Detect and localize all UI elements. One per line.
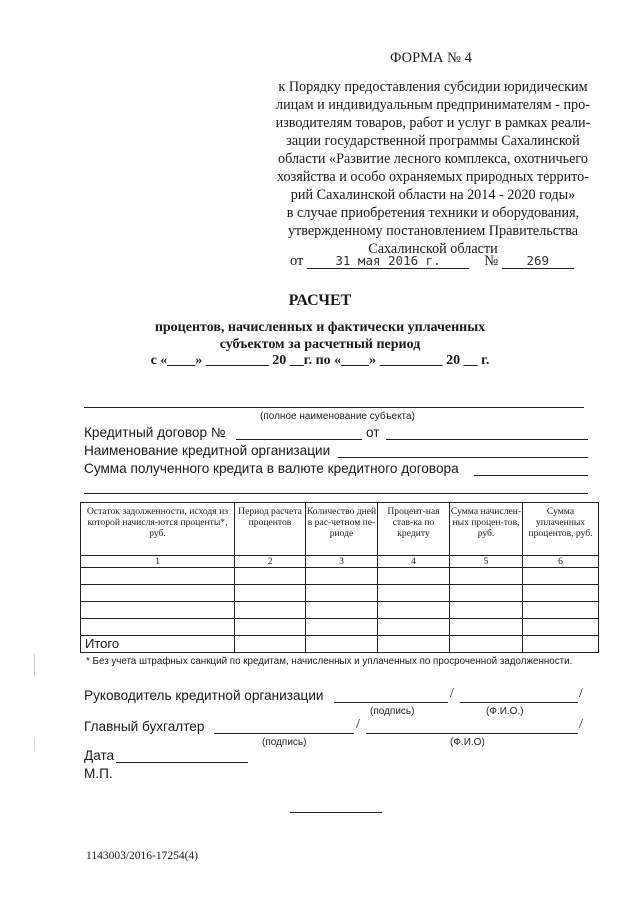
table-cell[interactable] <box>235 636 306 653</box>
table-cell[interactable] <box>306 636 378 653</box>
table-cell[interactable] <box>450 619 523 636</box>
document-id: 1143003/2016-17254(4) <box>86 850 199 862</box>
table-cell[interactable] <box>81 585 235 602</box>
credit-contract-label: Кредитный договор № <box>84 425 226 440</box>
credit-contract-number-field[interactable] <box>236 425 362 440</box>
preamble-line: к Порядку предоставления субсидии юридическим <box>278 79 588 95</box>
table-cell[interactable] <box>235 585 306 602</box>
credit-sum-continuation-line[interactable] <box>84 493 588 494</box>
accountant-signature-field[interactable] <box>214 733 354 734</box>
head-label: Руководитель кредитной организации <box>84 688 324 703</box>
preamble-line: изводителям товаров, работ и услуг в рамках реали- <box>275 115 591 131</box>
sign-caption: (подпись) <box>262 737 307 748</box>
separator-slash: / <box>356 717 360 732</box>
table-cell[interactable] <box>523 585 599 602</box>
table-row[interactable] <box>81 568 599 585</box>
total-label: Итого <box>81 636 235 653</box>
credit-org-field[interactable] <box>338 443 588 458</box>
table-cell[interactable] <box>306 568 378 585</box>
date-field[interactable] <box>116 762 248 763</box>
table-cell[interactable] <box>450 568 523 585</box>
scan-artifact <box>34 738 35 752</box>
resolution-number: 269 <box>502 253 574 269</box>
head-fio-field[interactable] <box>460 702 578 703</box>
interest-table <box>80 502 599 653</box>
preamble-line: области «Развитие лесного комплекса, охотничьего <box>278 151 588 167</box>
accountant-fio-field[interactable] <box>366 733 578 734</box>
date-prefix: от <box>290 253 304 269</box>
number-prefix: № <box>484 253 499 269</box>
separator-slash: / <box>450 686 454 701</box>
preamble-line: лицам и индивидуальным предпринимателям - про- <box>276 97 590 113</box>
preamble-line: хозяйства и особо охраняемых природных террито- <box>277 169 589 185</box>
table-cell[interactable] <box>378 636 450 653</box>
preamble-line: рий Сахалинской области на 2014 - 2020 годы» <box>290 187 576 203</box>
fio-caption: (Ф.И.О.) <box>486 706 524 717</box>
period-line: с «____» _________ 20 __г. по «____» _________ 20 __ г. <box>150 353 490 368</box>
table-column-numbers-row <box>81 556 599 568</box>
column-number: 1 <box>81 556 235 568</box>
document-subtitle <box>0 319 640 353</box>
table-cell[interactable] <box>306 585 378 602</box>
date-label: Дата <box>84 748 115 763</box>
footnote: * Без учета штрафных санкций по кредитам, начисленных и уплаченных по просроченной задолженности. <box>86 656 573 667</box>
fio-caption: (Ф.И.О) <box>450 737 485 748</box>
table-cell[interactable] <box>235 619 306 636</box>
header-period: Период расчета процентов <box>235 503 306 556</box>
header-accrued: Сумма начислен-ных процен-тов, руб. <box>450 503 523 556</box>
table-cell[interactable] <box>523 636 599 653</box>
table-row[interactable] <box>81 602 599 619</box>
table-cell[interactable] <box>450 602 523 619</box>
table-cell[interactable] <box>306 602 378 619</box>
header-paid: Сумма уплаченных процентов, руб. <box>523 503 599 556</box>
accountant-label: Главный бухгалтер <box>84 719 205 734</box>
header-rate: Процент-ная став-ка по кредиту <box>378 503 450 556</box>
scan-artifact <box>34 654 35 676</box>
head-signature-field[interactable] <box>334 702 448 703</box>
credit-org-label: Наименование кредитной организации <box>84 443 331 458</box>
credit-sum-field[interactable] <box>474 461 588 476</box>
subject-name-field[interactable] <box>84 407 584 408</box>
header-days: Количество дней в рас-четном пе-риоде <box>306 503 378 556</box>
table-row[interactable] <box>81 585 599 602</box>
credit-contract-date-label: от <box>366 425 380 440</box>
column-number: 3 <box>306 556 378 568</box>
column-number: 2 <box>235 556 306 568</box>
subtitle-line: процентов, начисленных и фактически уплаченных <box>154 320 486 335</box>
table-cell[interactable] <box>523 568 599 585</box>
preamble-line: утвержденному постановлением Правительства <box>287 223 579 239</box>
table-cell[interactable] <box>306 619 378 636</box>
credit-contract-date-field[interactable] <box>386 425 588 440</box>
resolution-date: 31 мая 2016 г. <box>307 253 469 269</box>
divider <box>290 812 382 813</box>
table-cell[interactable] <box>81 602 235 619</box>
table-total-row <box>81 636 599 653</box>
subtitle-line: субъектом за расчетный период <box>219 337 421 352</box>
table-cell[interactable] <box>81 568 235 585</box>
credit-sum-label: Сумма полученного кредита в валюте кредитного договора <box>84 461 459 476</box>
table-cell[interactable] <box>235 568 306 585</box>
table-row[interactable] <box>81 619 599 636</box>
document-title: РАСЧЕТ <box>288 292 352 309</box>
sign-caption: (подпись) <box>370 706 415 717</box>
table-header-row <box>81 503 599 556</box>
preamble-line: Сахалинской области <box>368 241 498 257</box>
column-number: 5 <box>450 556 523 568</box>
table-cell[interactable] <box>235 602 306 619</box>
table-cell[interactable] <box>81 619 235 636</box>
separator-slash: / <box>579 717 583 732</box>
table-cell[interactable] <box>523 619 599 636</box>
form-number: ФОРМА № 4 <box>390 50 472 66</box>
table-cell[interactable] <box>378 585 450 602</box>
column-number: 6 <box>523 556 599 568</box>
table-cell[interactable] <box>450 636 523 653</box>
table-cell[interactable] <box>378 619 450 636</box>
preamble-line: зации государственной программы Сахалинской <box>286 133 580 149</box>
preamble-line: в случае приобретения техники и оборудования, <box>286 205 580 221</box>
stamp-label: М.П. <box>84 766 113 781</box>
separator-slash: / <box>579 686 583 701</box>
table-cell[interactable] <box>450 585 523 602</box>
table-cell[interactable] <box>378 602 450 619</box>
preamble <box>258 78 608 258</box>
table-cell[interactable] <box>378 568 450 585</box>
column-number: 4 <box>378 556 450 568</box>
subject-name-caption: (полное наименование субъекта) <box>260 411 415 422</box>
table-cell[interactable] <box>523 602 599 619</box>
header-debt-balance: Остаток задолженности, исходя из которой начисля-ются проценты*, руб. <box>81 503 235 556</box>
resolution-date-line <box>290 253 590 270</box>
